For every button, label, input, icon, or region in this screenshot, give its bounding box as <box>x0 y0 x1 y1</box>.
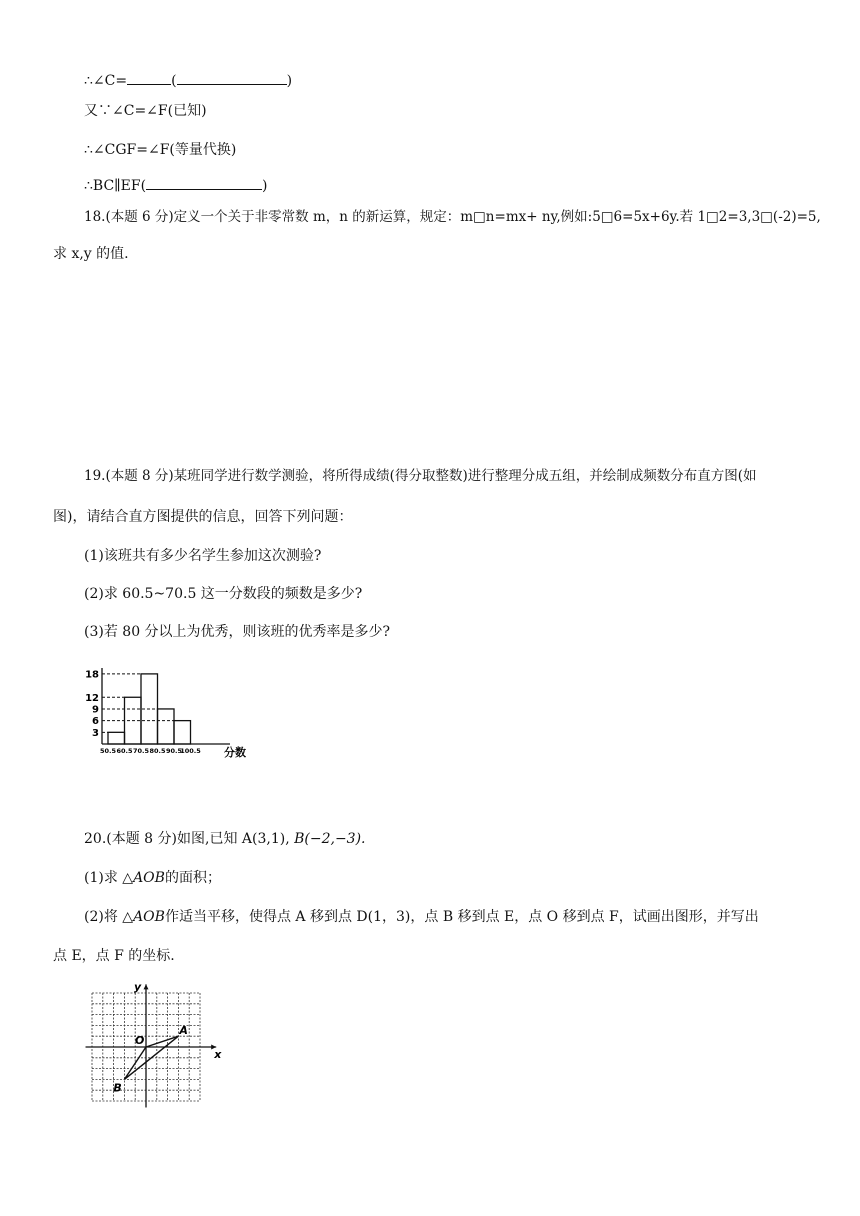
reason-blank <box>146 175 262 190</box>
q20-sub-1 <box>84 869 221 887</box>
q19-line-2: 图)，请结合直方图提供的信息，回答下列问题： <box>53 509 353 525</box>
proof-text: ∴BC∥EF( <box>84 178 147 194</box>
x-tick-label: 70.5 <box>132 747 150 755</box>
proof-text: ) <box>262 178 268 194</box>
point-b-label: B <box>113 1081 122 1095</box>
proof-line-3: ∴∠CGF=∠F(等量代换) <box>84 142 237 158</box>
x-tick-label: 100.5 <box>180 747 201 755</box>
y-tick-label: 6 <box>92 716 99 728</box>
q20-sub-2-line-2: 点 E，点 F 的坐标. <box>53 948 175 964</box>
proof-text: ) <box>286 73 293 89</box>
q20-text: 20.(本题 8 分)如图,已知 A(3,1), <box>84 831 295 847</box>
proof-line-4 <box>84 175 268 195</box>
q20-text: 作适当平移，使得点 A 移到点 D(1，3)，点 B 移到点 E，点 O 移到点 F，试画出图形，并写出 <box>164 909 759 925</box>
y-arrow-icon <box>144 984 149 989</box>
point-a-label: A <box>179 1024 188 1038</box>
triangle-name: AOB <box>133 870 165 886</box>
coordinate-grid <box>82 980 222 1110</box>
q20-sub-2 <box>84 908 759 926</box>
q19-sub-1: (1)该班共有多少名学生参加这次测验? <box>84 548 322 564</box>
q20-point-b: B(−2,−3). <box>294 831 366 847</box>
q19-sub-3: (3)若 80 分以上为优秀，则该班的优秀率是多少? <box>84 624 391 640</box>
q20-text: (1)求 △ <box>84 870 134 886</box>
x-tick-label: 50.5 <box>99 747 117 755</box>
answer-blank <box>127 70 171 85</box>
q20-line-1 <box>84 830 366 848</box>
histogram-bar <box>108 732 125 744</box>
x-tick-label: 60.5 <box>116 747 133 755</box>
proof-line-1 <box>84 70 292 90</box>
frequency-histogram <box>80 664 260 768</box>
proof-text: ∴∠C= <box>84 73 128 89</box>
q18-line-1: 18.(本题 6 分)定义一个关于非零常数 m，n 的新运算，规定：m□n=mx+ ny,例如:5□6=5x+6y.若 1□2=3,3□(-2)=5, <box>84 209 821 225</box>
q19-sub-2: (2)求 60.5~70.5 这一分数段的频数是多少? <box>84 586 363 602</box>
y-tick-label: 9 <box>92 704 99 716</box>
y-axis-label: y <box>134 980 142 994</box>
histogram-bar <box>158 709 175 744</box>
x-axis-label: x <box>214 1048 222 1061</box>
origin-label: O <box>135 1034 145 1047</box>
q18-line-2: 求 x,y 的值. <box>53 246 129 262</box>
proof-text: ( <box>171 73 177 89</box>
q20-text: (2)将 △ <box>84 909 134 925</box>
x-tick-label: 80.5 <box>149 747 166 755</box>
histogram-bar <box>174 721 191 744</box>
triangle-name: AOB <box>133 909 165 925</box>
y-tick-label: 18 <box>85 669 99 681</box>
y-tick-label: 3 <box>92 727 99 739</box>
proof-line-2: 又∵∠C=∠F(已知) <box>84 103 207 119</box>
x-axis-label: 分数 <box>224 746 246 759</box>
q20-text: 的面积； <box>164 870 221 886</box>
y-tick-label: 12 <box>85 692 99 704</box>
q19-line-1: 19.(本题 8 分)某班同学进行数学测验，将所得成绩(得分取整数)进行整理分成五组，并绘制成频数分布直方图(如 <box>84 468 757 484</box>
x-tick-label: 90.5 <box>165 747 183 755</box>
reason-blank <box>177 70 287 85</box>
